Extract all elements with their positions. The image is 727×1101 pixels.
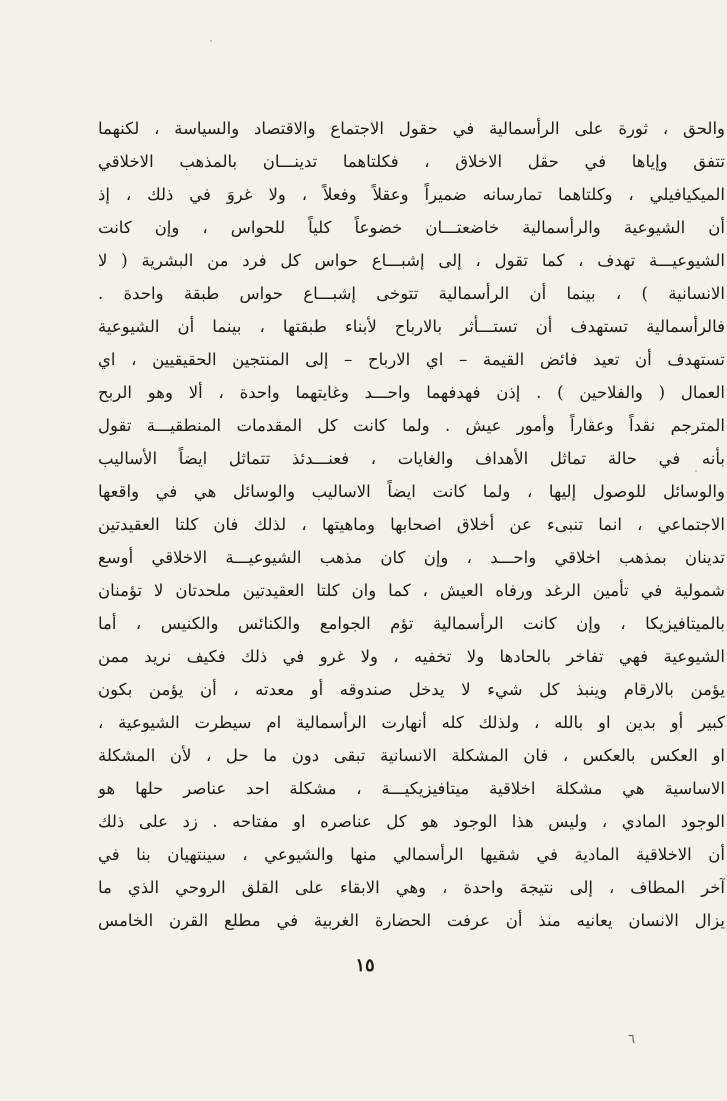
text-line: بأنه في حالة تماثل الأهداف والغايات ، فعنـــدئذ تتماثل ايضاً الأساليب	[98, 449, 725, 468]
text-line: الميكيافيلي ، وكلتاهما تمارسانه ضميراً وعقلاً وفعلاً ، ولا غروَ في ذلك ، إذ	[98, 185, 725, 204]
text-line: الوجود المادي ، وليس هذا الوجود هو كل عناصره او مفتاحه . زد على ذلك	[98, 812, 725, 831]
text-line: او العكس بالعكس ، فان المشكلة الانسانية تبقى دون ما حل ، لأن المشكلة	[98, 746, 725, 765]
text-line: شمولية في تأمين الرغد ورفاه العيش ، كما وان كلتا العقيدتين ملحدتان لا تؤمنان	[98, 581, 725, 600]
paper-speck	[695, 470, 697, 472]
text-line: أن الاخلاقية المادية في شقيها الرأسمالي منها والشيوعي ، سينتهيان بنا في	[98, 845, 725, 864]
text-line: كبير أو بدين او بالله ، ولذلك كله أنهارت الرأسمالية ام سيطرت الشيوعية ،	[98, 713, 725, 732]
text-line: تتفق وإياها في حقل الاخلاق ، فكلتاهما تدينـــان بالمذهب الاخلاقي	[98, 152, 725, 171]
page-number: ١٥	[355, 955, 375, 976]
text-line: يؤمن بالارقام وينبذ كل شيء لا يدخل صندوقه أو معدته ، أن يؤمن بكون	[98, 680, 725, 699]
text-line: الشيوعيـــة تهدف ، كما تقول ، إلى إشبـــاع حواس كل فرد من البشرية ( لا	[98, 251, 725, 270]
text-line: الانسانية ) ، بينما أن الرأسمالية تتوخى إشبـــاع حواس طبقة واحدة .	[98, 284, 725, 303]
text-line: والحق ، ثورة على الرأسمالية في حقول الاجتماع والاقتصاد والسياسة ، لكنهما	[98, 119, 725, 138]
paper-speck	[210, 40, 212, 42]
text-line: فالرأسمالية تستهدف أن تستـــأثر بالارباح لأبناء طبقتها ، بينما أن الشيوعية	[98, 317, 725, 336]
text-line: الاجتماعي ، انما تنبىء عن أخلاق اصحابها وماهيتها ، لذلك فان كلتا العقيدتين	[98, 515, 725, 534]
corner-mark: ٦	[628, 1032, 635, 1047]
text-line: المترجم نقداً وعقاراً وأمور عيش . ولما كانت كل المقدمات المنطقيـــة تقول	[98, 416, 725, 435]
text-line: بالميتافيزيكا ، وإن كانت الرأسمالية تؤم الجوامع والكنائس والكنيس ، أما	[98, 614, 725, 633]
text-line: الشيوعية فهي تفاخر بالحادها ولا تخفيه ، ولا غرو في ذلك فكيف نريد ممن	[98, 647, 725, 666]
text-line: الاساسية هي مشكلة اخلاقية ميتافيزيكيـــة ، مشكلة احد عناصر حلها هو	[98, 779, 725, 798]
text-line: يزال الانسان يعانيه منذ أن عرفت الحضارة الغربية في مطلع القرن الخامس	[98, 911, 725, 930]
text-line: العمال ( والفلاحين ) . إذن فهدفهما واحـــد وغايتهما واحدة ، ألا وهو الربح	[98, 383, 725, 402]
text-line: تدينان بمذهب اخلاقي واحـــد ، وإن كان مذهب الشيوعيـــة الاخلاقي أوسع	[98, 548, 725, 567]
text-line: أن الشيوعية والرأسمالية خاضعتـــان خضوعاً كلياً للحواس ، وإن كانت	[98, 218, 725, 237]
text-line: والوسائل للوصول إليها ، ولما كانت ايضاً الاساليب والوسائل هي في واقعها	[98, 482, 725, 501]
text-line: تستهدف أن تعيد فائض القيمة – اي الارباح – إلى المنتجين الحقيقيين ، اي	[98, 350, 725, 369]
text-line: آخر المطاف ، إلى نتيجة واحدة ، وهي الابقاء على القلق الروحي الذي ما	[98, 878, 725, 897]
